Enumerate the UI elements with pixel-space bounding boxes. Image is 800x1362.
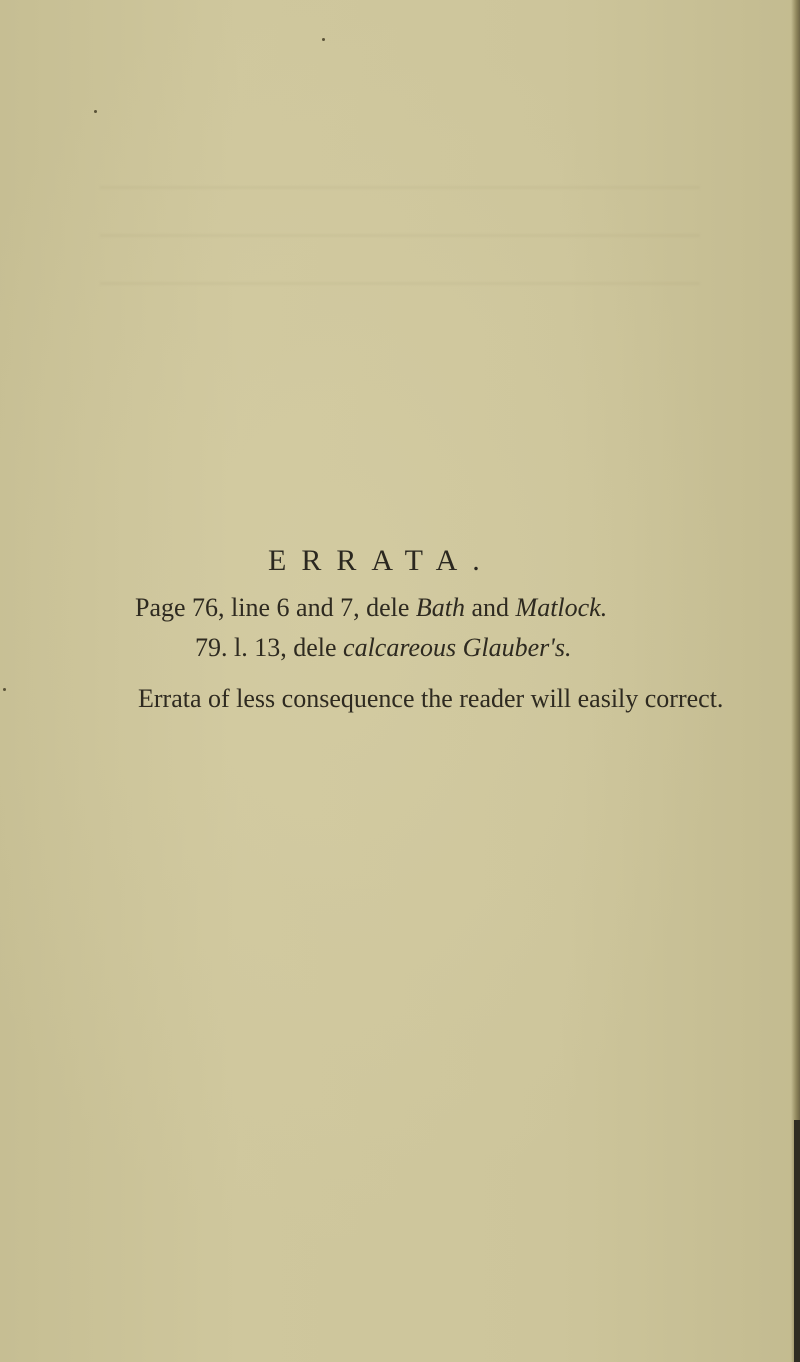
errata-heading: ERRATA.: [268, 544, 495, 577]
paper-speck: [322, 38, 325, 41]
paper-speck: [3, 688, 6, 691]
page-edge-shadow: [794, 1120, 800, 1362]
entry-1-prefix: Page 76, line 6 and 7, dele: [135, 593, 416, 622]
entry-2-term: calcareous Glauber's.: [343, 633, 572, 662]
errata-entry-1: [135, 593, 607, 623]
entry-1-term-matlock: Matlock.: [515, 593, 608, 622]
entry-1-conjunction: and: [464, 593, 516, 622]
entry-2-prefix: 79. l. 13, dele: [195, 633, 344, 662]
paper-speck: [94, 110, 97, 113]
bleed-through-text: [100, 165, 700, 285]
errata-note: Errata of less consequence the reader will easily correct.: [138, 684, 724, 713]
errata-entry-2: [195, 633, 571, 663]
entry-1-term-bath: Bath: [415, 593, 465, 622]
